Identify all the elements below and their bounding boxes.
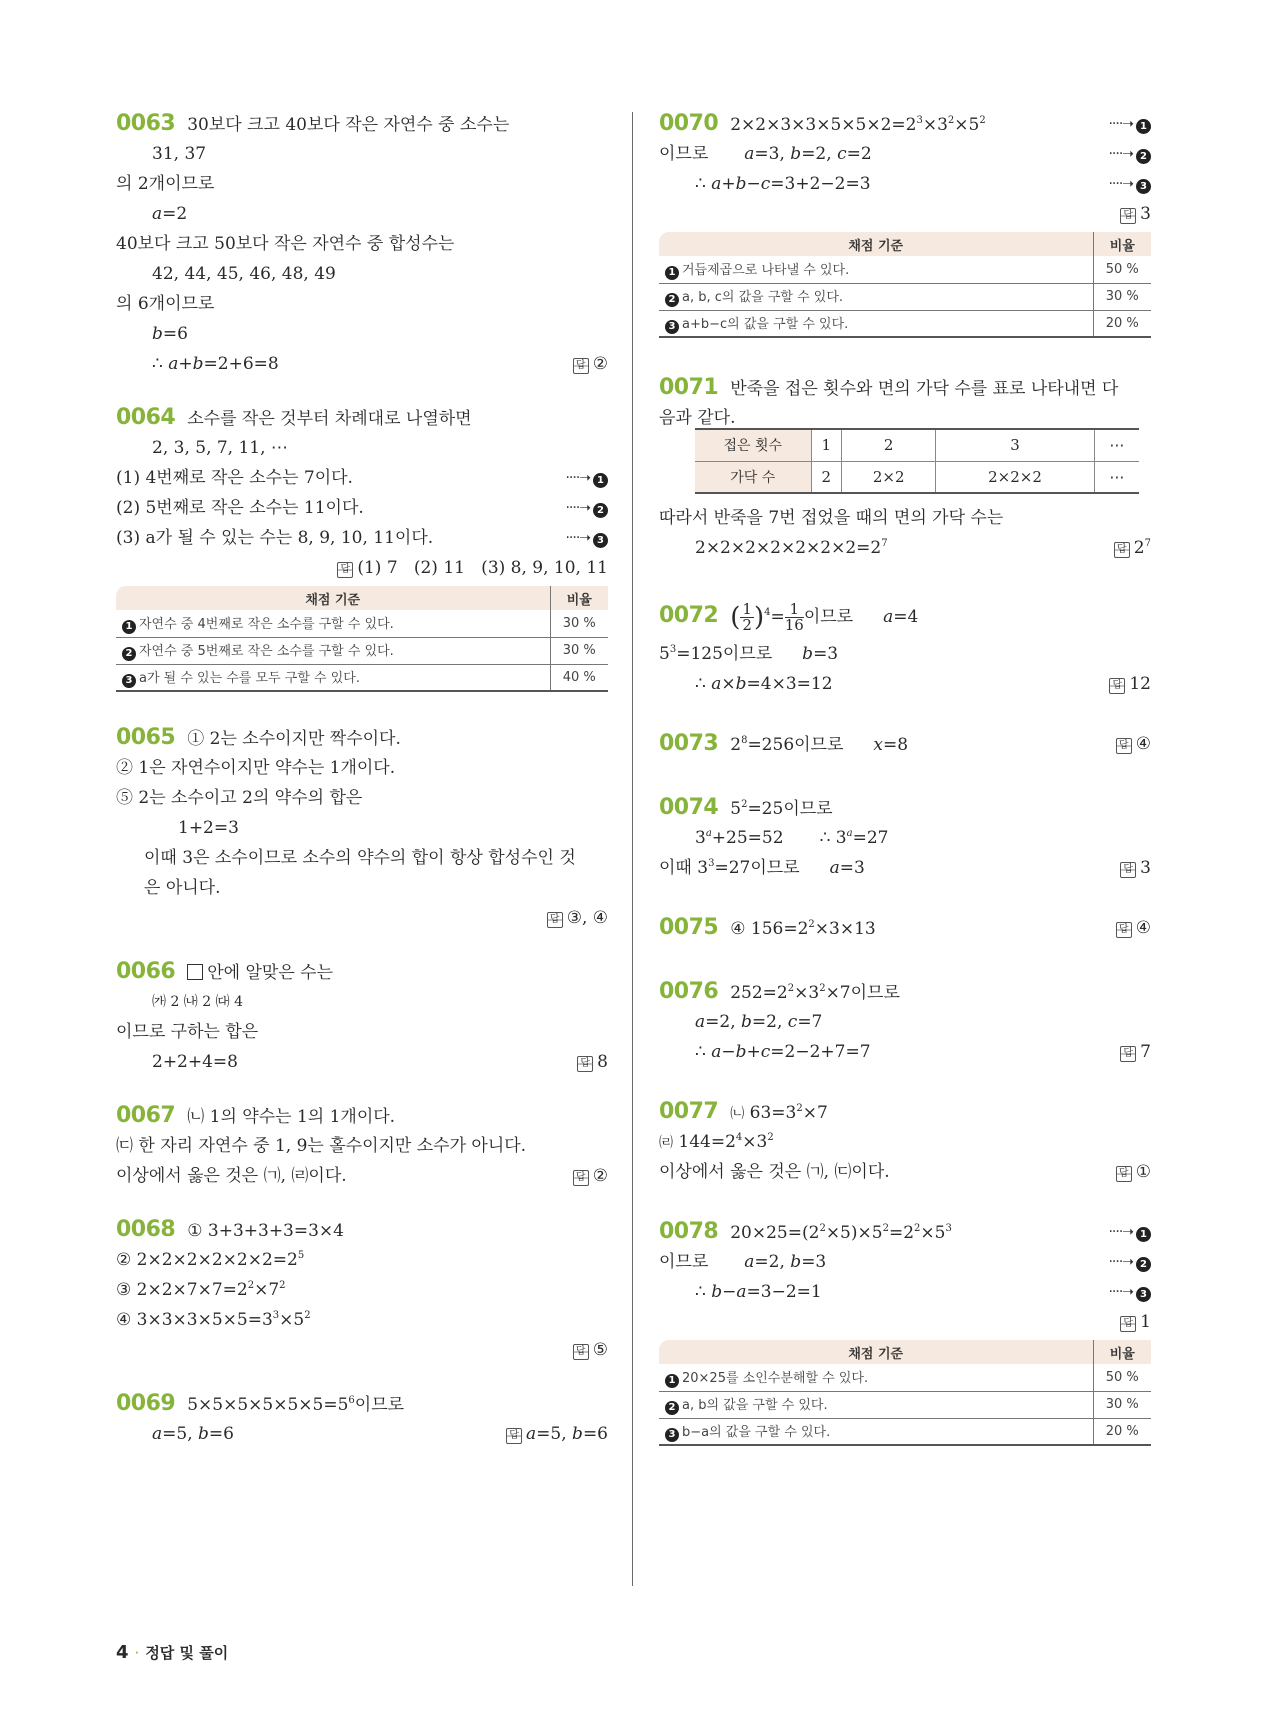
problem-number: 0069 <box>116 1391 176 1416</box>
text-line: ⑤ 2는 소수이고 2의 약수의 합은 <box>116 788 363 808</box>
text-line <box>659 202 1151 226</box>
answer-icon: 답 <box>1120 862 1136 878</box>
text-line: $3^a+25=52$ ∴ $3^a=27$ <box>695 828 889 848</box>
text-line: ③ $2\times 2\times 7\times 7=2^2\times 7^2$ <box>116 1280 286 1300</box>
step-marker: ····➝ 2 <box>1108 1250 1151 1274</box>
problem-number: 0063 <box>116 111 176 136</box>
answer-icon: 답 <box>1116 738 1132 754</box>
answer: 답 ② <box>573 1164 608 1188</box>
text-line: ∴ a−b+c=2−2+7=7 답 7 <box>695 1042 1151 1062</box>
answer: 답 $2^7$ <box>1114 536 1151 560</box>
text-line: (2) 5번째로 작은 소수는 11이다. ····➝ 2 <box>116 496 608 520</box>
step-marker: ····➝ 1 <box>1108 112 1151 136</box>
text-line: a=2 <box>152 204 188 224</box>
problem-0067-line: 0067 ㈁ 1의 약수는 1의 1개이다. <box>116 1103 396 1128</box>
text-line: 음과 같다. <box>659 408 736 428</box>
text-line: (1) 4번째로 작은 소수는 7이다. ····➝ 1 <box>116 466 608 490</box>
text-line: 40보다 크고 50보다 작은 자연수 중 합성수는 <box>116 234 455 254</box>
blank-box-icon <box>187 964 203 980</box>
step-marker: ····➝ 2 <box>1108 142 1151 166</box>
scoring-table: 채점 기준 비율 1 거듭제곱으로 나타낼 수 있다. 50 % 2 a, b, c의 값을 구할 수 있다. 30 % 3 a+b−c의 값을 구할 수 있다. 20 % <box>659 232 1151 338</box>
step-marker: ····➝ 3 <box>1108 172 1151 196</box>
answer: 답 7 <box>1120 1040 1151 1064</box>
answer: 답 8 <box>577 1050 608 1074</box>
text-line: 이므로 구하는 합은 <box>116 1022 259 1042</box>
answer: 답 3 <box>1120 856 1151 880</box>
page-footer <box>116 1642 228 1663</box>
step-marker: ····➝ 2 <box>565 496 608 520</box>
answer: 답 3 <box>1120 202 1151 226</box>
text-line: 이때 $3^3=27$이므로 a=3 답 3 <box>659 858 1151 878</box>
table-row: 2 a, b, c의 값을 구할 수 있다. 30 % <box>659 283 1151 310</box>
table-row: 3 a가 될 수 있는 수를 모두 구할 수 있다. 40 % <box>116 664 608 691</box>
problem-0070-line: 0070 $2\times 2\times 3\times 3\times 5\times 5\times 2=2^3\times 3^2\times 5^2$ ····➝ 1 <box>659 112 1151 136</box>
text-line <box>116 906 608 930</box>
text-line: 2+2+4=8 답 8 <box>152 1052 608 1072</box>
text-line: 의 2개이므로 <box>116 174 215 194</box>
problem-0069-line: 0069 $5\times 5\times 5\times 5\times 5\times 5=5^6$이므로 <box>116 1391 405 1416</box>
problem-0066-line: 0066 안에 알맞은 수는 <box>116 959 333 984</box>
scoring-table: 채점 기준 비율 1 20×25를 소인수분해할 수 있다. 50 % 2 a, b의 값을 구할 수 있다. 30 % 3 b−a의 값을 구할 수 있다. 20 % <box>659 1340 1151 1446</box>
answer-icon: 답 <box>1114 542 1130 558</box>
text-line: 따라서 반죽을 7번 접었을 때의 면의 가닥 수는 <box>659 508 1004 528</box>
footer-label: 정답 및 풀이 <box>145 1644 229 1662</box>
answer: 답 (1) 7 (2) 11 (3) 8, 9, 10, 11 <box>337 556 608 580</box>
answer: 답 ③, ④ <box>547 906 608 930</box>
step-marker: ····➝ 1 <box>1108 1220 1151 1244</box>
text-line: 이때 3은 소수이므로 소수의 약수의 합이 항상 합성수인 것 <box>144 848 576 868</box>
problem-0063-line: 0063 30보다 크고 40보다 작은 자연수 중 소수는 <box>116 111 510 136</box>
problem-0064-line: 0064 소수를 작은 것부터 차례대로 나열하면 <box>116 405 472 430</box>
problem-number: 0070 <box>659 111 719 136</box>
column-divider <box>632 112 633 1586</box>
problem-0071-line: 0071 반죽을 접은 횟수와 면의 가닥 수를 표로 나타내면 다 <box>659 375 1119 400</box>
text-line: ∴ a×b=4×3=12 답 12 <box>695 674 1151 694</box>
problem-number: 0078 <box>659 1219 719 1244</box>
text-line: ∴ b−a=3−2=1 ····➝ 3 <box>659 1280 1151 1304</box>
table-row: 2 자연수 중 5번째로 작은 소수를 구할 수 있다. 30 % <box>116 637 608 664</box>
table-row: 1 거듭제곱으로 나타낼 수 있다. 50 % <box>659 256 1151 283</box>
problem-0073-line: 0073 $2^8=256$이므로 x=8 답 ④ <box>659 731 1151 756</box>
problem-number: 0066 <box>116 959 176 984</box>
text-line: ㈎ 2 ㈏ 2 ㈐ 4 <box>152 994 243 1010</box>
answer-icon: 답 <box>547 912 563 928</box>
text-line <box>116 1338 608 1362</box>
text-line: ∴ a+b=2+6=8 답 ② <box>152 354 608 374</box>
problem-0074-line: 0074 $5^2=25$이므로 <box>659 795 833 820</box>
answer-icon: 답 <box>1116 922 1132 938</box>
table-row: 접은 횟수 1 2 3 ⋯ <box>695 429 1139 461</box>
answer-icon: 답 <box>1120 1316 1136 1332</box>
text-line: ㈂ 한 자리 자연수 중 1, 9는 홀수이지만 소수가 아니다. <box>116 1136 527 1156</box>
problem-number: 0074 <box>659 795 719 820</box>
text-line: a=5, b=6 답 a=5, b=6 <box>152 1424 608 1444</box>
problem-number: 0075 <box>659 915 719 940</box>
problem-number: 0064 <box>116 405 176 430</box>
answer-icon: 답 <box>573 1344 589 1360</box>
answer: 답 ⑤ <box>573 1338 608 1362</box>
text-line: ② $2\times 2\times 2\times 2\times 2\times 2=2^5$ <box>116 1250 305 1270</box>
text-line: 이상에서 옳은 것은 ㈀, ㈂이다. 답 ① <box>659 1162 1151 1182</box>
problem-number: 0076 <box>659 979 719 1004</box>
text-line: $5^3=125$이므로 b=3 <box>659 644 839 664</box>
text-line: (3) a가 될 수 있는 수는 8, 9, 10, 11이다. ····➝ 3 <box>116 526 608 550</box>
text-line: 2, 3, 5, 7, 11, ⋯ <box>152 438 288 458</box>
text-line: ∴ a+b−c=3+2−2=3 ····➝ 3 <box>659 172 1151 196</box>
answer: 답 ② <box>573 352 608 376</box>
answer: 답 a=5, b=6 <box>506 1422 608 1446</box>
table-row: 가닥 수 2 2×2 2×2×2 ⋯ <box>695 461 1139 493</box>
text-line: 이므로 a=3, b=2, c=2 ····➝ 2 <box>659 142 1151 166</box>
step-marker: ····➝ 1 <box>565 466 608 490</box>
answer: 답 ① <box>1116 1160 1151 1184</box>
text-line: ④ $3\times 3\times 3\times 5\times 5=3^3\times 5^2$ <box>116 1310 311 1330</box>
scoring-table: 채점 기준 비율 1 자연수 중 4번째로 작은 소수를 구할 수 있다. 30 % 2 자연수 중 5번째로 작은 소수를 구할 수 있다. 30 % 3 a가 될 수 있는 수를 모두 구할 수 있다. 40 % <box>116 586 608 692</box>
text-line: a=2, b=2, c=7 <box>695 1012 823 1032</box>
answer: 답 12 <box>1109 672 1151 696</box>
problem-number: 0077 <box>659 1099 719 1124</box>
answer-icon: 답 <box>1120 1046 1136 1062</box>
problem-number: 0068 <box>116 1217 176 1242</box>
text-line: 은 아니다. <box>144 878 221 898</box>
answer-icon: 답 <box>506 1428 522 1444</box>
problem-number: 0073 <box>659 731 719 756</box>
text-line <box>659 1310 1151 1334</box>
problem-0075-line: 0075 ④ $156=2^2\times 3\times 13$ 답 ④ <box>659 915 1151 940</box>
problem-number: 0067 <box>116 1103 176 1128</box>
answer-icon: 답 <box>1120 208 1136 224</box>
problem-0076-line: 0076 $252=2^2\times 3^2\times 7$이므로 <box>659 979 900 1004</box>
problem-number: 0065 <box>116 725 176 750</box>
problem-0065-line: 0065 ① 2는 소수이지만 짝수이다. <box>116 725 401 750</box>
table-row: 1 20×25를 소인수분해할 수 있다. 50 % <box>659 1364 1151 1391</box>
step-marker: ····➝ 3 <box>1108 1280 1151 1304</box>
answer-icon: 답 <box>337 562 353 578</box>
text-line: 1+2=3 <box>178 818 239 838</box>
answer: 답 1 <box>1120 1310 1151 1334</box>
page-number: 4 <box>116 1642 129 1663</box>
separator-dot: · <box>134 1644 140 1662</box>
answer: 답 ④ <box>1116 732 1151 756</box>
text-line: 31, 37 <box>152 144 207 164</box>
answer-icon: 답 <box>573 358 589 374</box>
text-line: ㈃ $144=2^4\times 3^2$ <box>659 1132 774 1152</box>
table-row: 3 b−a의 값을 구할 수 있다. 20 % <box>659 1418 1151 1445</box>
answer-icon: 답 <box>1109 678 1125 694</box>
table-row: 3 a+b−c의 값을 구할 수 있다. 20 % <box>659 310 1151 337</box>
problem-0078-line: 0078 $20\times 25=(2^2\times 5)\times 5^2=2^2\times 5^3$ ····➝ 1 <box>659 1220 1151 1244</box>
step-marker: ····➝ 3 <box>565 526 608 550</box>
folding-table <box>695 428 1139 494</box>
problem-0068-line: 0068 ① 3+3+3+3=3×4 <box>116 1217 344 1242</box>
table-row: 1 자연수 중 4번째로 작은 소수를 구할 수 있다. 30 % <box>116 610 608 637</box>
text-line: ② 1은 자연수이지만 약수는 1개이다. <box>116 758 396 778</box>
table-row: 2 a, b의 값을 구할 수 있다. 30 % <box>659 1391 1151 1418</box>
text-line: 이상에서 옳은 것은 ㈀, ㈃이다. 답 ② <box>116 1166 608 1186</box>
text-line: b=6 <box>152 324 188 344</box>
text-line: 이므로 a=2, b=3 ····➝ 2 <box>659 1250 1151 1274</box>
problem-0072-line: 0072 ( $\frac{1}{2}$ )$^4$= $\frac{1}{16}$ 이므로 a=4 <box>659 600 919 634</box>
problem-number: 0072 <box>659 603 719 628</box>
answer-icon: 답 <box>577 1056 593 1072</box>
text-line: $2\times 2\times 2\times 2\times 2\times 2\times 2=2^7$ 답 $2^7$ <box>695 538 1151 558</box>
answer-icon: 답 <box>573 1170 589 1186</box>
answer: 답 ④ <box>1116 916 1151 940</box>
text-line <box>116 556 608 580</box>
answer-icon: 답 <box>1116 1166 1132 1182</box>
problem-0077-line: 0077 ㈁ $63=3^2\times 7$ <box>659 1099 828 1124</box>
text-line: 42, 44, 45, 46, 48, 49 <box>152 264 336 284</box>
text-line: 의 6개이므로 <box>116 294 215 314</box>
problem-number: 0071 <box>659 375 719 400</box>
